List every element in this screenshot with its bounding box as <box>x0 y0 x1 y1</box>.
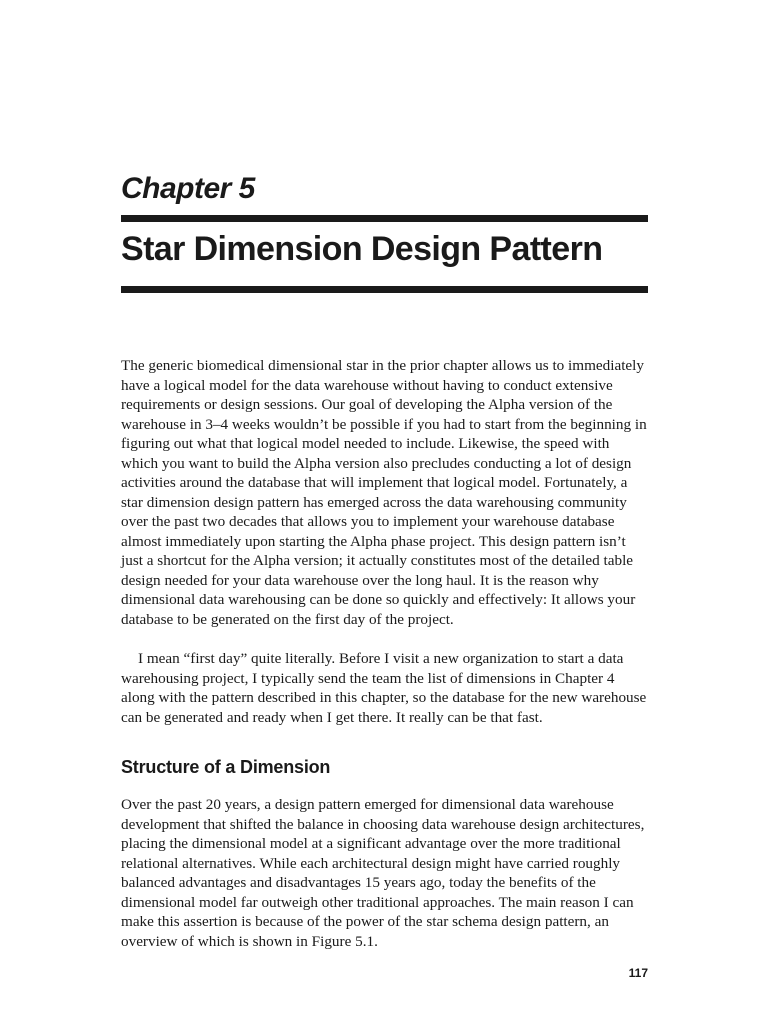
chapter-title: Star Dimension Design Pattern <box>121 230 603 268</box>
section-paragraph: Over the past 20 years, a design pattern emerged for dimensional data warehouse development that shifted the balance in choosing data warehouse design architectures, placing the dimensional model at a significant advantage over the more traditional relational alternatives. While each architectural design might have carried roughly balanced advantages and disadvantages 15 years ago, today the benefits of the dimensional model far outweigh other traditional approaches. The main reason I can make this assertion is because of the power of the star schema design pattern, an overview of which is shown in Figure 5.1. <box>121 796 645 950</box>
title-rule-top <box>121 215 648 222</box>
body-paragraph-2: I mean “first day” quite literally. Before I visit a new organization to start a data warehousing project, I typically send the team the list of dimensions in Chapter 4 along with the pattern described in this chapter, so the database for the new warehouse can be generated and ready when I get there. It really can be that fast. <box>121 650 647 726</box>
body-paragraph-1: The generic biomedical dimensional star in the prior chapter allows us to immediately have a logical model for the data warehouse without having to conduct extensive requirements or design sessions. Our goal of developing the Alpha version of the warehouse in 3–4 weeks wouldn’t be possible if you had to start from the beginning in figuring out what that logical model needed to include. Likewise, the speed with which you want to build the Alpha version also precludes conducting a lot of design activities around the database that will implement that logical model. Fortunately, a star dimension design pattern has emerged across the data warehousing community over the past two decades that allows you to implement your warehouse database almost immediately upon starting the Alpha phase project. This design pattern isn’t just a shortcut for the Alpha version; it actually constitutes most of the detailed table design needed for your data warehouse over the long haul. It is the reason why dimensional data warehousing can be done so quickly and effectively: It allows your database to be generated on the first day of the project. <box>121 357 647 628</box>
title-rule-bottom <box>121 286 648 293</box>
chapter-label: Chapter 5 <box>121 172 255 205</box>
section-heading: Structure of a Dimension <box>121 757 331 777</box>
page-number: 117 <box>628 966 648 980</box>
book-page <box>121 0 648 1024</box>
